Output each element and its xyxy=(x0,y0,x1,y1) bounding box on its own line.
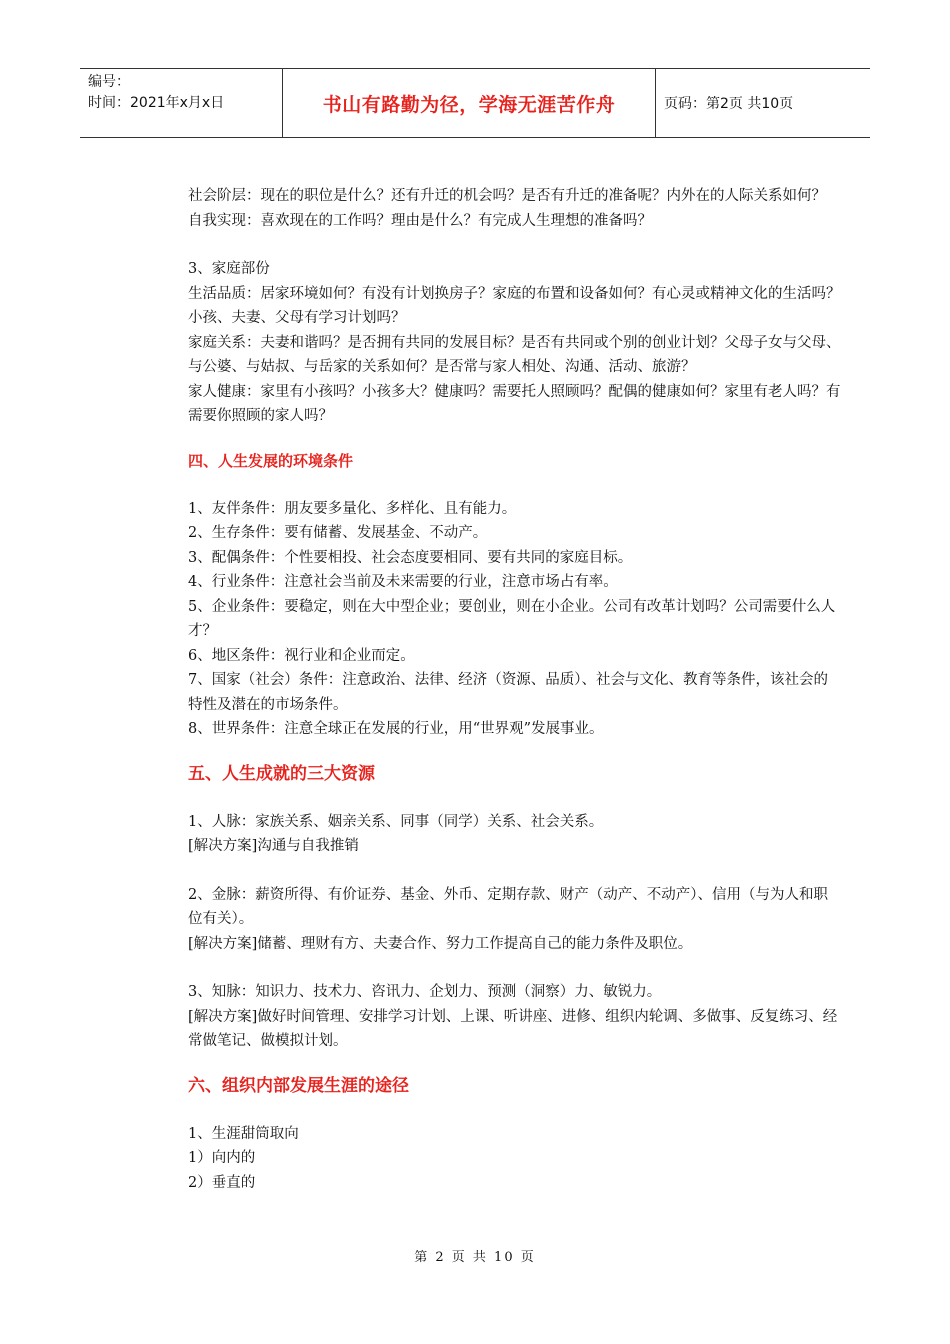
list-item: 2）垂直的 xyxy=(188,1174,256,1191)
list-item: [解决方案]储蓄、理财有方、夫妻合作、努力工作提高自己的能力条件及职位。 xyxy=(188,935,693,952)
paragraph-line: 家庭关系：夫妻和谐吗？是否拥有共同的发展目标？是否有共同或个别的创业计划？父母子女与父母、 xyxy=(188,334,841,351)
section-subtitle: 3、家庭部份 xyxy=(188,261,270,277)
list-item: 才？ xyxy=(188,623,217,639)
list-item: 5、企业条件：要稳定，则在大中型企业；要创业，则在小企业。公司有改革计划吗？公司需要什么人 xyxy=(188,598,836,615)
list-item: 4、行业条件：注意社会当前及未来需要的行业，注意市场占有率。 xyxy=(188,574,618,590)
header-page-info: 页码：第2页 共10页 xyxy=(664,96,794,112)
list-item: 1、人脉：家族关系、姻亲关系、同事（同学）关系、社会关系。 xyxy=(188,813,604,830)
paragraph-line: 社会阶层：现在的职位是什么？还有升迁的机会吗？是否有升迁的准备呢？内外在的人际关系如何？ xyxy=(188,188,826,204)
header-meta-cell xyxy=(80,69,283,137)
header-motto: 书山有路勤为径，学海无涯苦作舟 xyxy=(283,69,656,137)
paragraph-line: 小孩、夫妻、父母有学习计划吗？ xyxy=(188,310,406,326)
section-heading-4: 四、人生发展的环境条件 xyxy=(188,451,354,470)
document-body xyxy=(188,184,940,1195)
list-item: 2、生存条件：要有储蓄、发展基金、不动产。 xyxy=(188,525,488,541)
list-item: 特性及潜在的市场条件。 xyxy=(188,696,348,713)
list-item: [解决方案]沟通与自我推销 xyxy=(188,838,359,854)
list-item: 8、世界条件：注意全球正在发展的行业，用“世界观”发展事业。 xyxy=(188,721,604,737)
page-header xyxy=(80,68,870,138)
paragraph-line: 生活品质：居家环境如何？有没有计划换房子？家庭的布置和设备如何？有心灵或精神文化的生活吗？ xyxy=(188,285,841,302)
paragraph-line: 与公婆、与姑叔、与岳家的关系如何？是否常与家人相处、沟通、活动、旅游？ xyxy=(188,359,696,375)
paragraph-line: 需要你照顾的家人吗？ xyxy=(188,408,333,424)
time-label: 时间：2021年x月x日 xyxy=(88,95,225,111)
list-item: 1、友伴条件：朋友要多量化、多样化、且有能力。 xyxy=(188,500,517,517)
section-heading-5: 五、人生成就的三大资源 xyxy=(188,763,375,784)
list-item: 2、金脉：薪资所得、有价证券、基金、外币、定期存款、财产（动产、不动产）、信用（与为人和职 xyxy=(188,886,828,903)
list-item: 常做笔记、做模拟计划。 xyxy=(188,1033,348,1049)
paragraph-line: 家人健康：家里有小孩吗？小孩多大？健康吗？需要托人照顾吗？配偶的健康如何？家里有老人吗？有 xyxy=(188,383,841,400)
number-label: 编号： xyxy=(88,74,130,90)
list-item: 1）向内的 xyxy=(188,1150,256,1166)
list-item: 3、知脉：知识力、技术力、咨讯力、企划力、预测（洞察）力、敏锐力。 xyxy=(188,984,662,1000)
list-item: 1、生涯甜筒取向 xyxy=(188,1125,299,1142)
list-item: 7、国家（社会）条件：注意政治、法律、经济（资源、品质）、社会与文化、教育等条件，该社会的 xyxy=(188,672,828,688)
list-item: 3、配偶条件：个性要相投、社会态度要相同、要有共同的家庭目标。 xyxy=(188,549,633,566)
section-heading-6: 六、组织内部发展生涯的途径 xyxy=(188,1075,409,1096)
list-item: 位有关）。 xyxy=(188,911,254,927)
paragraph-line: 自我实现：喜欢现在的工作吗？理由是什么？有完成人生理想的准备吗？ xyxy=(188,212,652,229)
list-item: 6、地区条件：视行业和企业而定。 xyxy=(188,647,415,664)
list-item: [解决方案]做好时间管理、安排学习计划、上课、听讲座、进修、组织内轮调、多做事、反复练习、经 xyxy=(188,1008,838,1025)
page-footer: 第 2 页 共 10 页 xyxy=(414,1250,536,1265)
